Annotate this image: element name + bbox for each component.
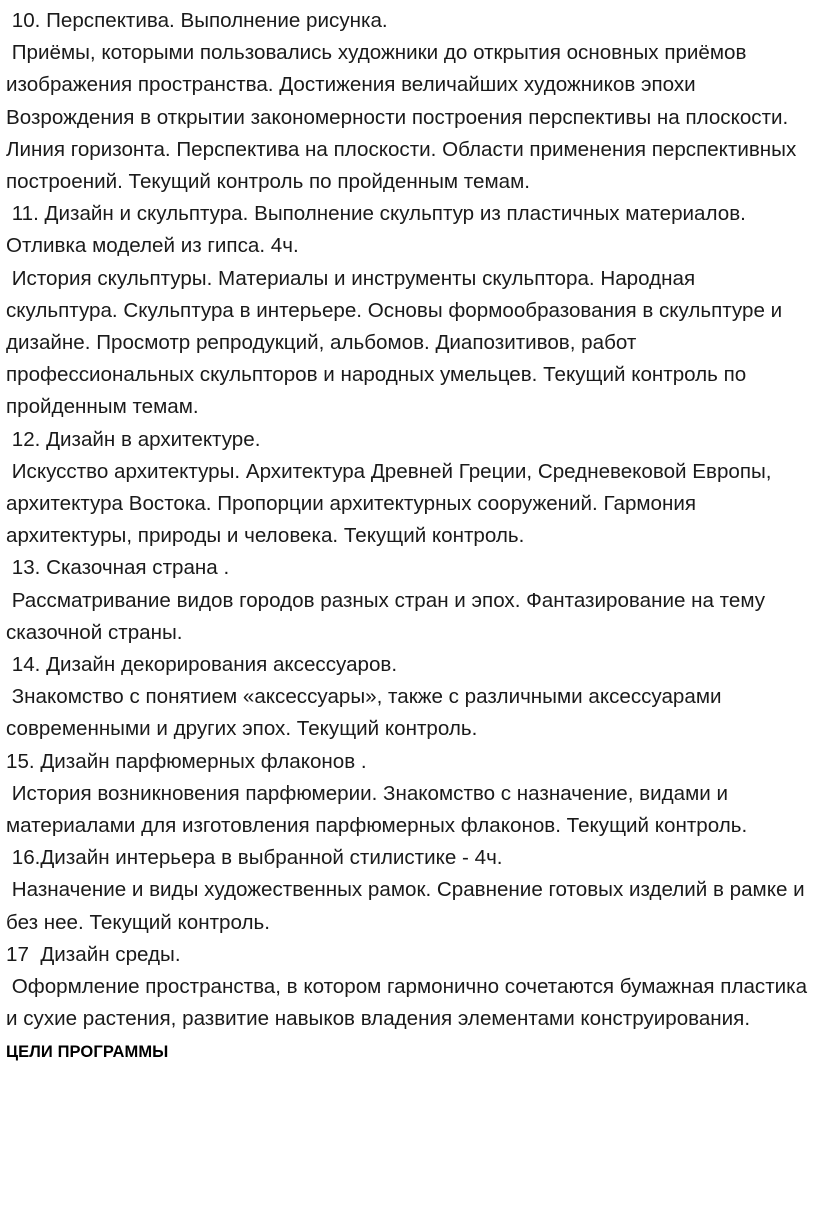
topic-15-description: История возникновения парфюмерии. Знакомство с назначение, видами и материалами для изготовления парфюмерных флаконов. Текущий контроль. <box>6 781 748 838</box>
topic-12-description: Искусство архитектуры. Архитектура Древней Греции, Средневековой Европы, архитектура Востока. Пропорции архитектурных сооружений. Гармония архитектуры, природы и человека. Текущий контроль. <box>6 459 778 548</box>
topic-16-title: 16.Дизайн интерьера в выбранной стилистике - 4ч. <box>6 846 503 870</box>
topic-17-title: 17 Дизайн среды. <box>6 942 181 966</box>
section-heading-goals: ЦЕЛИ ПРОГРАММЫ <box>6 1042 169 1061</box>
topic-15-title: 15. Дизайн парфюмерных флаконов . <box>6 749 367 773</box>
topic-17-description: Оформление пространства, в котором гармонично сочетаются бумажная пластика и сухие растения, развитие навыков владения элементами конструирования. <box>6 975 813 1031</box>
topic-13-description: Рассматривание видов городов разных стран и эпох. Фантазирование на тему сказочной страны. <box>6 588 771 644</box>
topic-10-description: Приёмы, которыми пользовались художники до открытия основных приёмов изображения пространства. Достижения величайших художников эпохи Возрождения в открытии закономерности построения перспективы на плоскости. Линия горизонта. Перспектива на плоскости. Области применения перспективных построений. Текущий контроль по пройденным темам. <box>6 41 802 194</box>
topic-14-description: Знакомство с понятием «аксессуары», также с различными аксессуарами современными и других эпох. Текущий контроль. <box>6 685 728 741</box>
topic-11-title: 11. Дизайн и скульптура. Выполнение скульптур из пластичных материалов. Отливка моделей из гипса. 4ч. <box>6 202 752 258</box>
topic-14-title: 14. Дизайн декорирования аксессуаров. <box>6 653 398 677</box>
topic-16-description: Назначение и виды художественных рамок. Сравнение готовых изделий в рамке и без нее. Текущий контроль. <box>6 878 811 934</box>
topic-12-title: 12. Дизайн в архитектуре. <box>6 427 261 451</box>
topic-13-title: 13. Сказочная страна . <box>6 556 230 580</box>
topic-10-title: 10. Перспектива. Выполнение рисунка. <box>6 9 388 32</box>
topic-11-description: История скульптуры. Материалы и инструменты скульптора. Народная скульптура. Скульптура в интерьере. Основы формообразования в скульптуре и дизайне. Просмотр репродукций, альбомов. Диапозитивов, работ профессиональных скульпторов и народных умельцев. Текущий контроль по пройденным темам. <box>6 266 788 419</box>
